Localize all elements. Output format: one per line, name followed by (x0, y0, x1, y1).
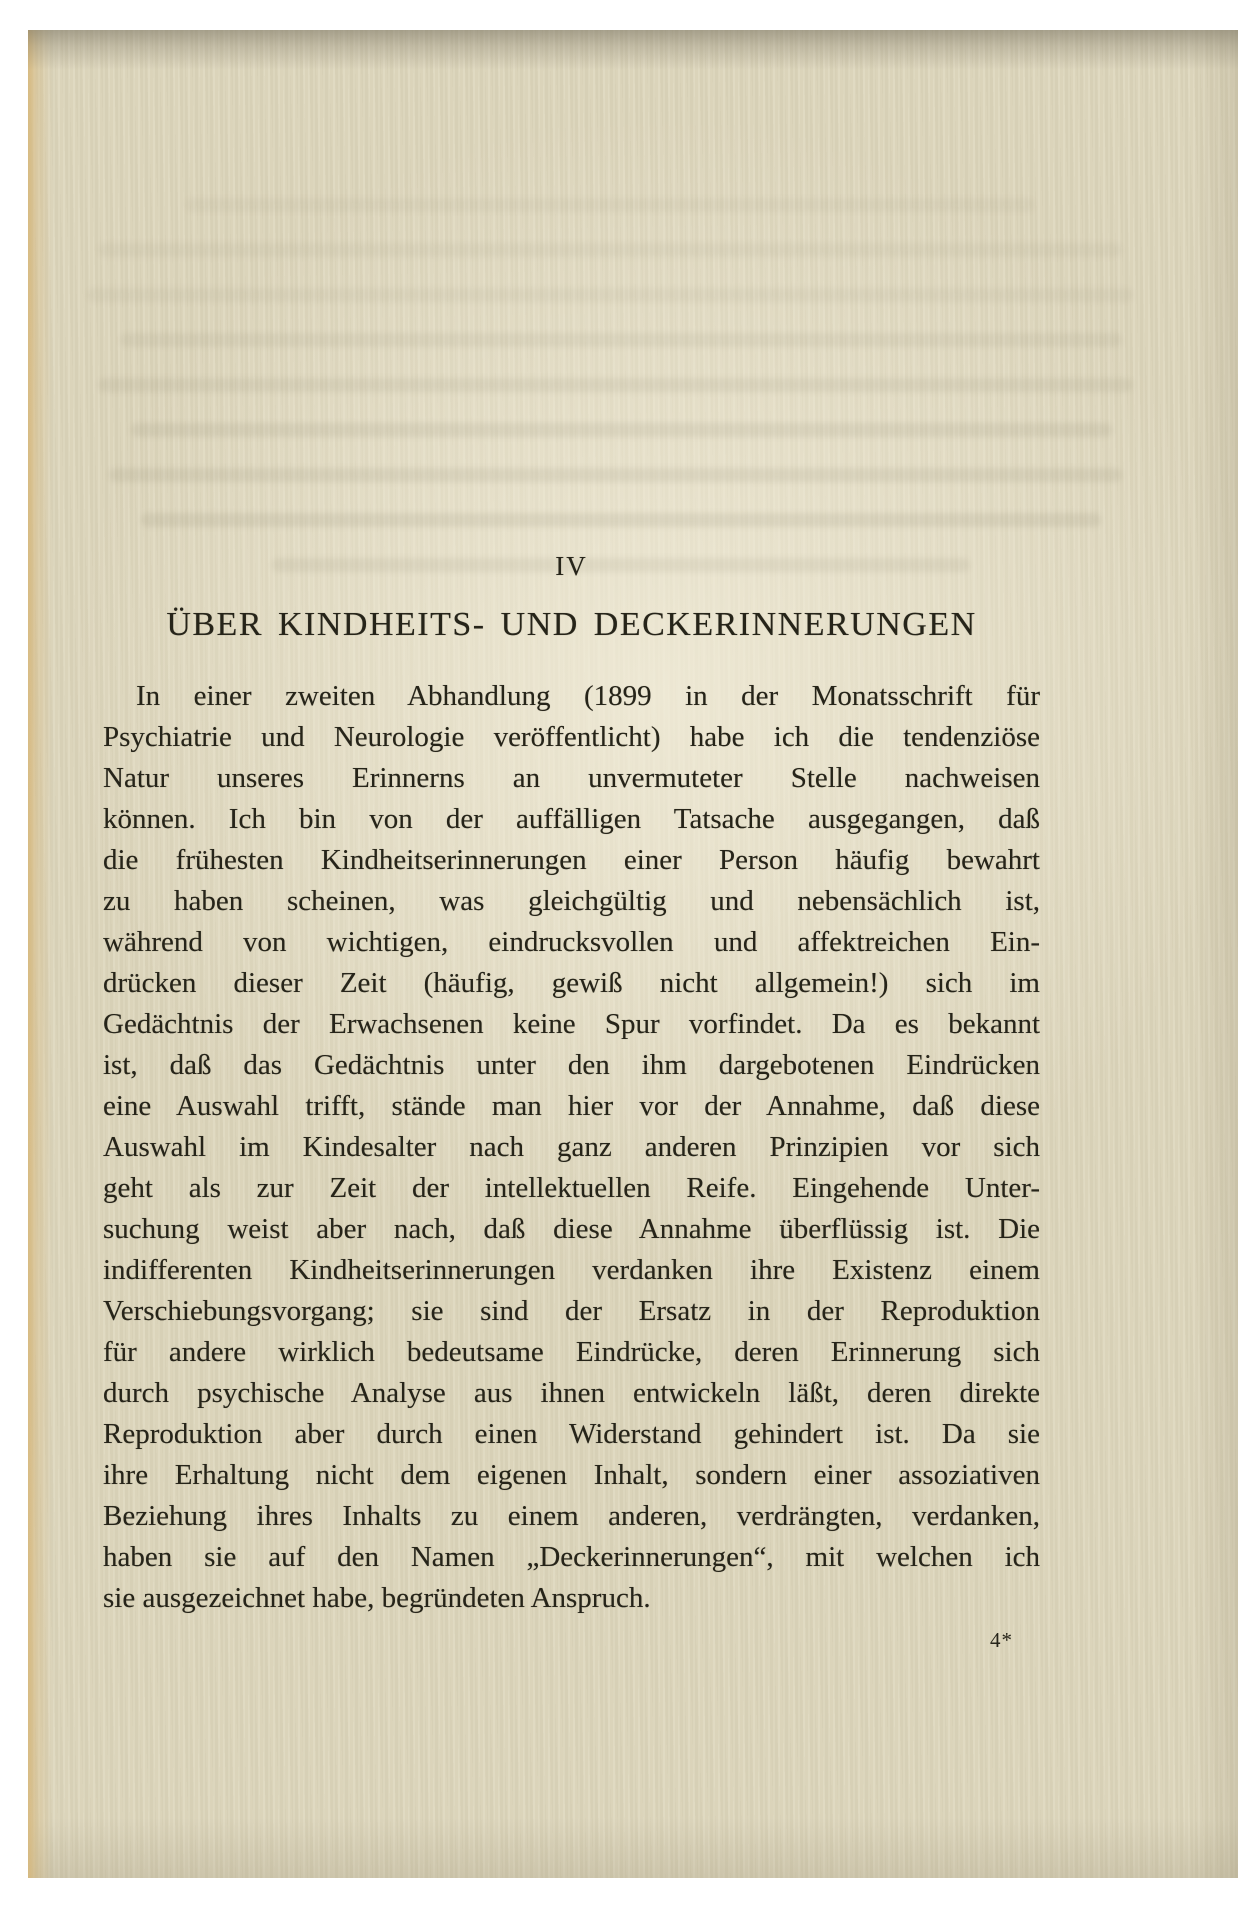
bleed-through-ghost-line (109, 468, 1123, 482)
text-line: haben sie auf den Namen „Deckerinnerungen“, mit welchen ich (103, 1541, 1040, 1573)
text-line: drücken dieser Zeit (häufig, gewiß nicht allgemein!) sich im (103, 967, 1040, 999)
text-line: Gedächtnis der Erwachsenen keine Spur vorfindet. Da es bekannt (103, 1008, 1040, 1040)
bleed-through-ghost-line (131, 423, 1112, 437)
text-line: ist, daß das Gedächtnis unter den ihm dargebotenen Eindrücken (103, 1049, 1040, 1081)
bleed-through-ghost-line (120, 333, 1123, 347)
text-line: Natur unseres Erinnerns an unvermuteter Stelle nachweisen (103, 762, 1040, 794)
text-line: Auswahl im Kindesalter nach ganz anderen Prinzipien vor sich (103, 1131, 1040, 1163)
book-page-scan (28, 30, 1238, 1878)
text-line: geht als zur Zeit der intellektuellen Reife. Eingehende Unter- (103, 1172, 1040, 1204)
text-line: Beziehung ihres Inhalts zu einem anderen, verdrängten, verdanken, (103, 1500, 1040, 1532)
bleed-through-ghost-line (185, 198, 1035, 212)
text-line: während von wichtigen, eindrucksvollen und affektreichen Ein- (103, 926, 1040, 958)
text-line: Reproduktion aber durch einen Widerstand gehindert ist. Da sie (103, 1418, 1040, 1450)
text-line: suchung weist aber nach, daß diese Annahme überflüssig ist. Die (103, 1213, 1040, 1245)
text-line: die frühesten Kindheitserinnerungen einer Person häufig bewahrt (103, 844, 1040, 876)
bleed-through-text (76, 198, 1166, 603)
text-line: ihre Erhaltung nicht dem eigenen Inhalt, sondern einer assoziativen (103, 1459, 1040, 1491)
page-title: ÜBER KINDHEITS- UND DECKERINNERUNGEN (166, 606, 977, 643)
text-line: Verschiebungsvorgang; sie sind der Ersatz in der Reproduktion (103, 1295, 1040, 1327)
text-line: sie ausgezeichnet habe, begründeten Anspruch. (103, 1582, 651, 1614)
text-line: können. Ich bin von der auffälligen Tatsache ausgegangen, daß (103, 803, 1040, 835)
text-line: Psychiatrie und Neurologie veröffentlicht) habe ich die tendenziöse (103, 721, 1040, 753)
chapter-number: IV (555, 551, 588, 581)
text-line: In einer zweiten Abhandlung (1899 in der Monatsschrift für (136, 680, 1040, 712)
bleed-through-ghost-line (98, 243, 1123, 257)
text-line: indifferenten Kindheitserinnerungen verdanken ihre Existenz einem (103, 1254, 1040, 1286)
signature-mark: 4* (990, 1628, 1013, 1652)
bleed-through-ghost-line (141, 513, 1100, 527)
text-line: zu haben scheinen, was gleichgültig und nebensächlich ist, (103, 885, 1040, 917)
bleed-through-ghost-line (98, 378, 1134, 392)
text-line: eine Auswahl trifft, stände man hier vor der Annahme, daß diese (103, 1090, 1040, 1122)
text-line: durch psychische Analyse aus ihnen entwickeln läßt, deren direkte (103, 1377, 1040, 1409)
bleed-through-ghost-line (87, 288, 1133, 302)
text-line: für andere wirklich bedeutsame Eindrücke, deren Erinnerung sich (103, 1336, 1040, 1368)
body-paragraph (103, 676, 1040, 1619)
